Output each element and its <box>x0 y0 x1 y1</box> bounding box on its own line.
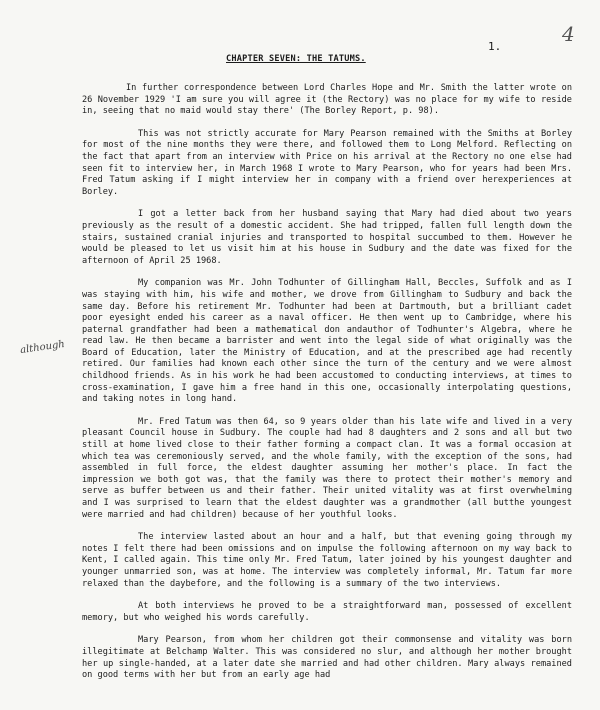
paragraph: Mr. Fred Tatum was then 64, so 9 years older than his late wife and lived in a very pleasant Council house in Sudbury. The couple had had 8 daughters and 2 sons and all but two still at home lived close to their father forming a compact clan. It was a formal occasion at which tea was ceremoniously served, and the whole family, with the exception of the sons, had assembled in full force, the eldest daughter assuming her mother's place. In fact the impression we both got was, that the family was there to protect their mother's memory and serve as buffer between us and their father. Their united vitality was at first overwhelming and I was surprised to learn that the eldest daughter was a grandmother (all butthe youngest were married and had children) because of her youthful looks. <box>82 416 572 520</box>
paragraph: In further correspondence between Lord Charles Hope and Mr. Smith the latter wrote on 26 November 1929 'I am sure you will agree it (the Rectory) was no place for my wife to reside in, seeing that no maid would stay there' (The Borley Report, p. 98). <box>82 83 572 117</box>
page-number: 1. <box>488 40 502 53</box>
paragraph: My companion was Mr. John Todhunter of Gillingham Hall, Beccles, Suffolk and as I was staying with him, his wife and mother, we drove from Gillingham to Sudbury and back the same day. Before his retirement Mr. Todhunter had been at Dartmouth, but a brilliant cadet poor eyesight ended his career as a naval officer. He then went up to Cambridge, where his paternal grandfather had been a mathematical don andauthor of Todhunter's Algebra, where he read law. He then became a barrister and went into the legal side of what originally was the Board of Education, later the Ministry of Education, and at the prescribed age had recently retired. Our families had known each other since the turn of the century and we were almost childhood friends. As in his work he had been accustomed to conducting interviews, at times to cross-examination, I gave him a free hand in this one, occasionally interpolating questions, and taking notes in long hand. <box>82 278 572 405</box>
paragraph: At both interviews he proved to be a straightforward man, possessed of excellent memory, but who weighed his words carefully. <box>82 601 572 623</box>
handwritten-margin-note: although <box>19 338 66 357</box>
chapter-title: CHAPTER SEVEN: THE TATUMS. <box>226 54 366 64</box>
paragraph: The interview lasted about an hour and a half, but that evening going through my notes I felt there had been omissions and on impulse the following afternoon on my way back to Kent, I called again. This time only Mr. Fred Tatum, later joined by his youngest daughter and younger unmarried son, was at home. The interview was completely informal, Mr. Tatum far more relaxed than the daybefore, and the following is a summary of the two interviews. <box>82 532 572 589</box>
paragraph: Mary Pearson, from whom her children got their commonsense and vitality was born illegitimate at Belchamp Walter. This was considered no slur, and although her mother brought her up single-handed, at a later date she married and had other children. Mary always remained on good terms with her but from an early age had <box>82 635 572 681</box>
body-text <box>82 83 572 693</box>
paragraph: This was not strictly accurate for Mary Pearson remained with the Smiths at Borley for most of the nine months they were there, and followed them to Long Melford. Reflecting on the fact that apart from an interview with Price on his arrival at the Rectory no one else had seen fit to interview her, in March 1968 I wrote to Mary Pearson, who for years had been Mrs. Fred Tatum asking if I might interview her in company with a friend over herexperiences at Borley. <box>82 128 572 197</box>
handwritten-page-mark: 4 <box>562 22 575 46</box>
paragraph: I got a letter back from her husband saying that Mary had died about two years previously as the result of a domestic accident. She had tripped, fallen full length down the stairs, sustained cranial injuries and transported to hospital succumbed to them. However he would be pleased to let us visit him at his house in Sudbury and the date was fixed for the afternoon of April 25 1968. <box>82 209 572 266</box>
